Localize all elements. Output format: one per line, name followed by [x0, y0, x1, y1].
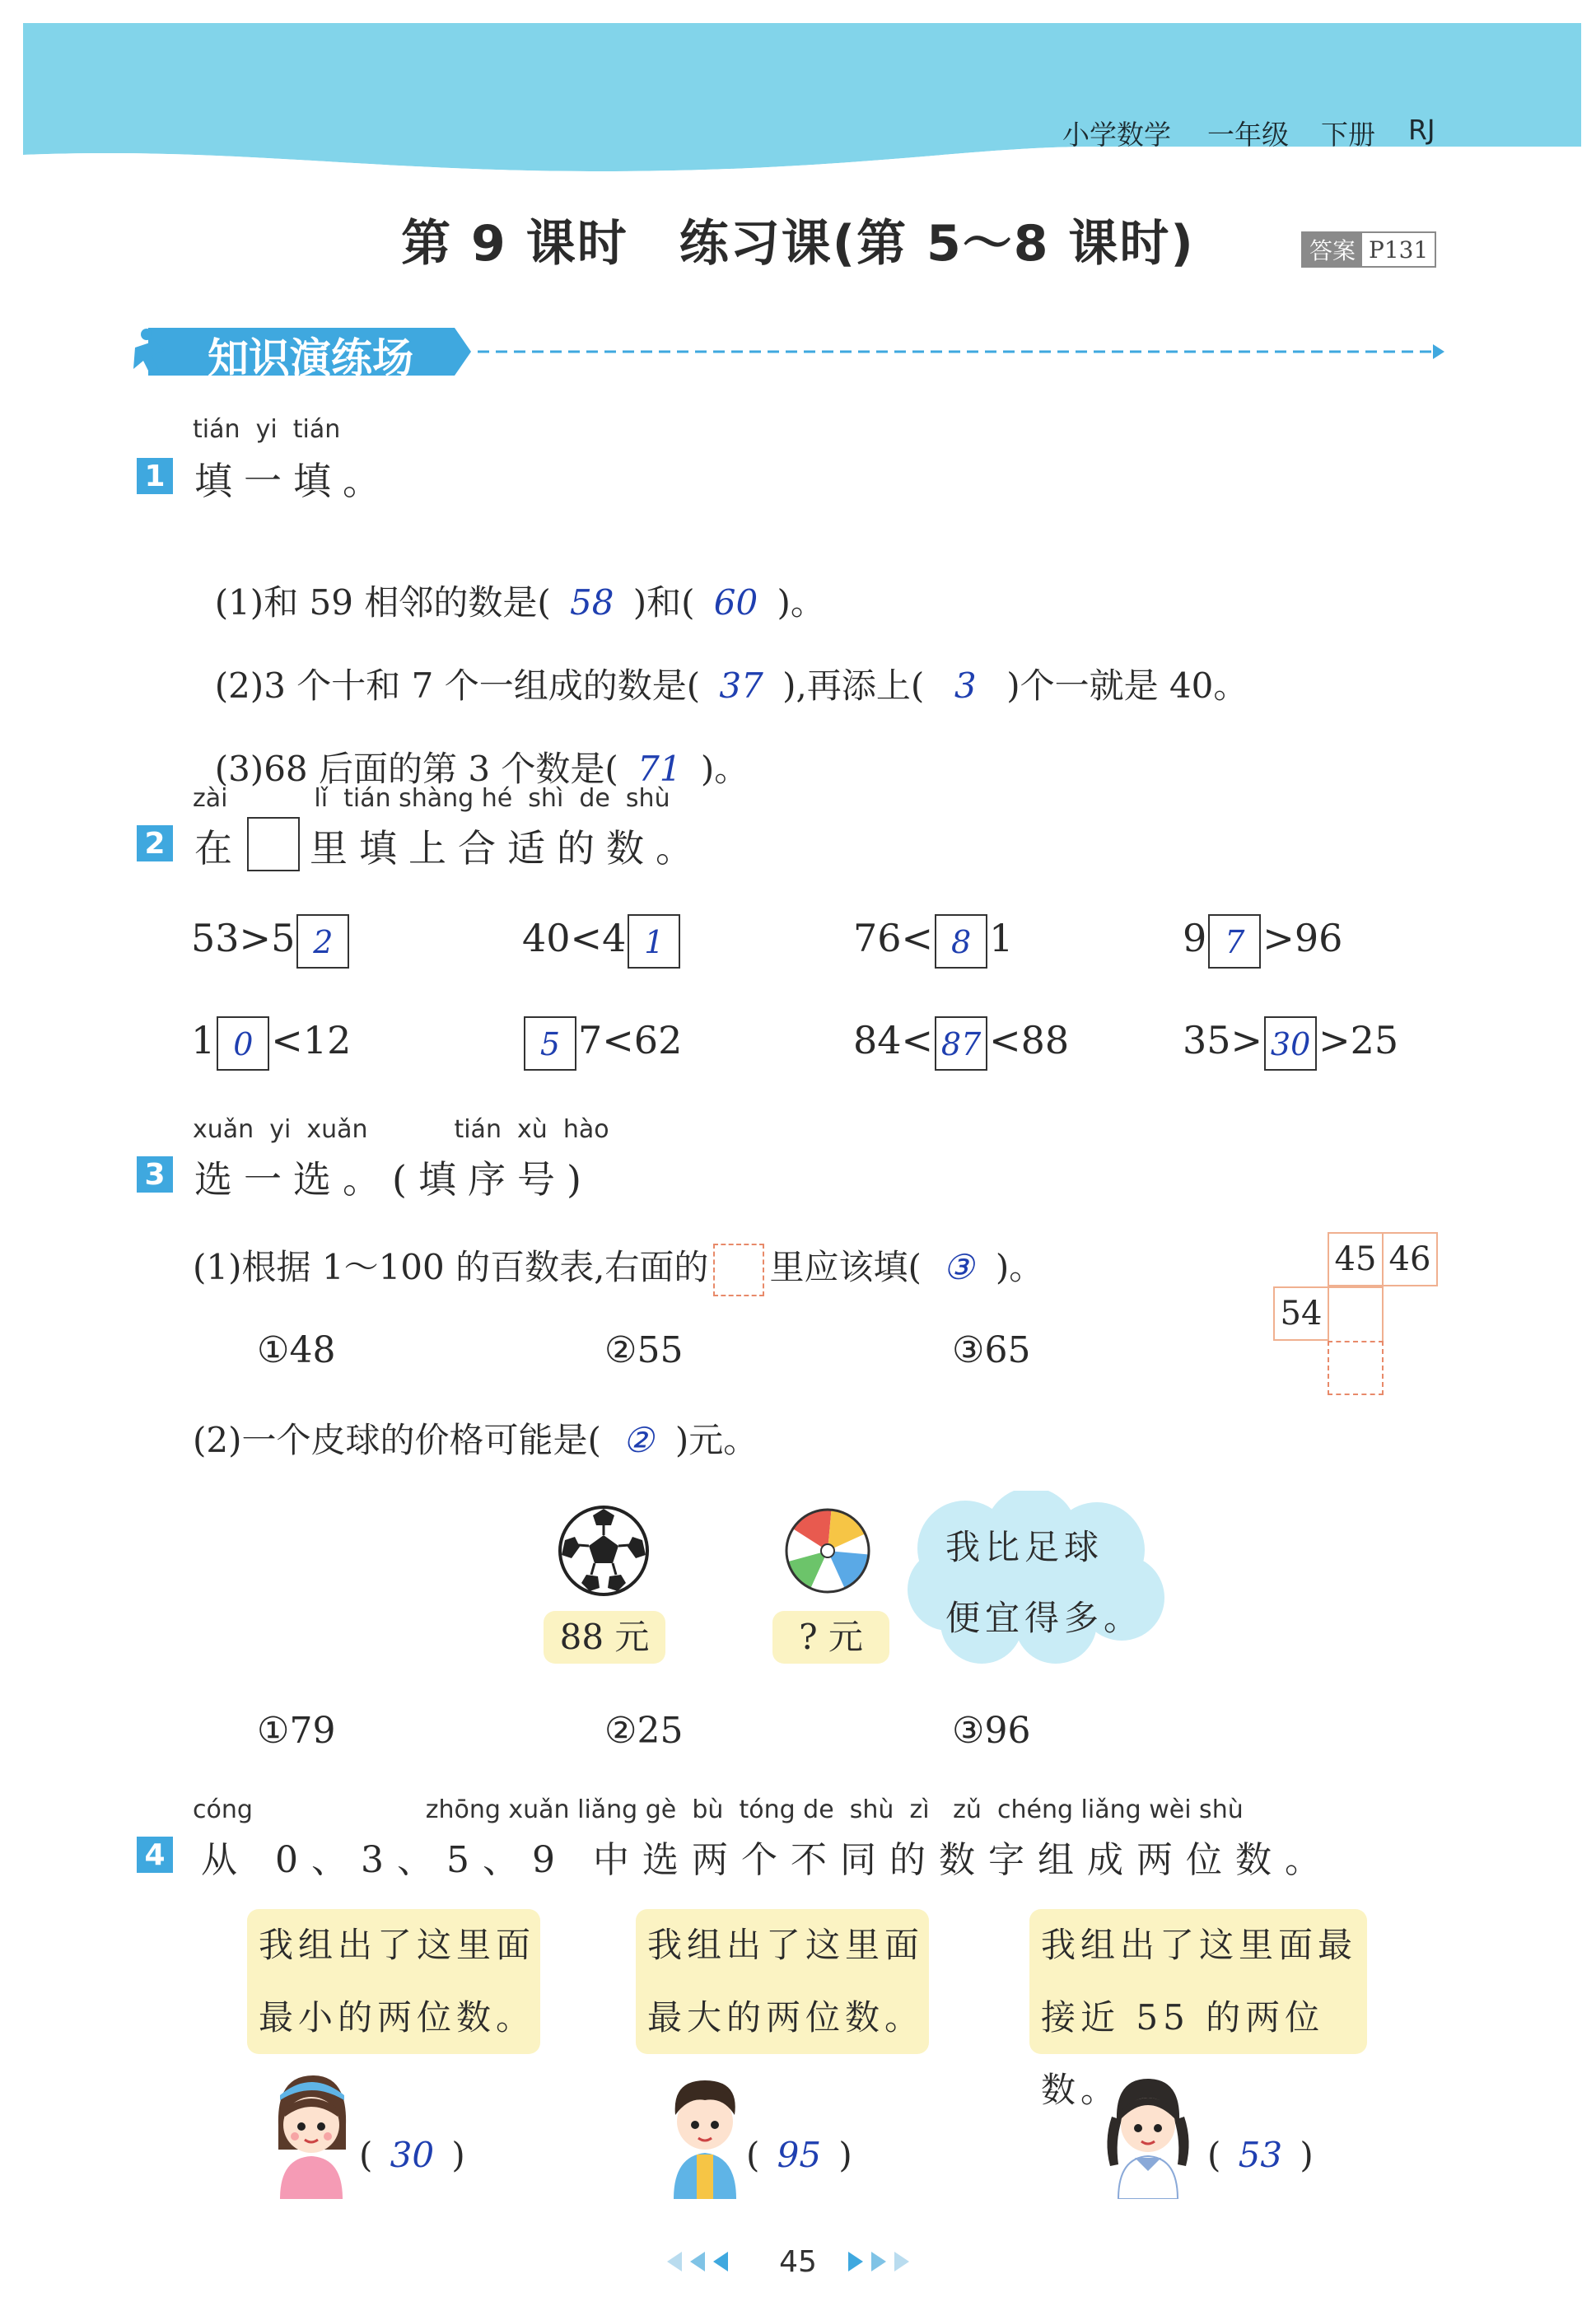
- q3-p2-answer: ②: [623, 1420, 654, 1460]
- page-number: 45: [779, 2245, 817, 2279]
- q2-r2-c4-left: 35>: [1183, 1018, 1263, 1062]
- q3-p1-prefix: (1)根据 1～100 的百数表,右面的: [193, 1247, 709, 1287]
- q1-item-1: [193, 535, 825, 625]
- q1-item-1-mid: )和(: [632, 582, 695, 623]
- q4-number: 4: [137, 1837, 173, 1873]
- q3-p1-option-2[interactable]: ②55: [604, 1329, 684, 1371]
- q2-r2-c1-box[interactable]: 0: [217, 1016, 269, 1071]
- q1-item-2-suffix: )个一就是 40。: [1006, 665, 1248, 706]
- q3-p1-answer: ③: [943, 1247, 974, 1287]
- q2-r2-c4-right: >25: [1318, 1018, 1399, 1062]
- q2-r1-c4-left: 9: [1183, 916, 1207, 960]
- q1-item-3: [193, 702, 749, 791]
- q2-r1-c4: [1183, 914, 1342, 969]
- q2-r1-c4-right: >96: [1262, 916, 1343, 960]
- q3-stem: 选一选。(填序号): [194, 1157, 593, 1202]
- cloud-line-1: 我比足球: [945, 1527, 1104, 1567]
- kid-3-speech: [1029, 1909, 1367, 2110]
- q3-p2-option-3[interactable]: ③96: [952, 1710, 1031, 1752]
- kid-3-line-1: 我组出了这里面最: [1041, 1925, 1358, 1965]
- q1-item-1-prefix: (1)和 59 相邻的数是(: [214, 582, 551, 623]
- q2-r2-c2: [522, 1016, 682, 1071]
- q3-p1-dashed-box: [713, 1244, 764, 1296]
- q3-p2-suffix: )元。: [674, 1420, 758, 1460]
- q2-r1-c2: [522, 914, 682, 969]
- q2-r1-c4-box[interactable]: 7: [1208, 914, 1261, 969]
- q3-table-top: [1328, 1232, 1438, 1286]
- kid-3-line-2: 接近 55 的两位数。: [1041, 1997, 1325, 2110]
- q1-item-1-answer-1: 58: [570, 582, 614, 623]
- kid-2-line-1: 我组出了这里面: [647, 1925, 925, 1965]
- q2-r1-c2-left: 40<4: [522, 916, 627, 960]
- q2-r2-c3: [853, 1016, 1069, 1071]
- q3-table-cell-45: 45: [1329, 1234, 1384, 1285]
- kid-1-line-2: 最小的两位数。: [259, 1997, 536, 2038]
- q2-r2-c1-left: 1: [191, 1018, 216, 1062]
- kid-2-speech: [636, 1909, 929, 2054]
- q2-r1-c1: [191, 914, 351, 969]
- q2-number: 2: [137, 825, 173, 861]
- ball-price: ? 元: [772, 1611, 889, 1664]
- q3-table-dashed-cell: [1328, 1341, 1384, 1395]
- section-label: 知识演练场: [208, 334, 413, 382]
- q2-r1-c1-box[interactable]: 2: [296, 914, 349, 969]
- q2-r1-c1-left: 53>5: [191, 916, 296, 960]
- kid-2-answer-line: ( 95 ): [746, 2135, 852, 2175]
- kid-2-answer: 95: [777, 2135, 822, 2175]
- header-band: [23, 23, 1581, 176]
- q3-p1-suffix2: )。: [995, 1247, 1044, 1287]
- cloud-line-2: 便宜得多。: [945, 1598, 1144, 1638]
- q3-table-cell-54: 54: [1273, 1286, 1329, 1341]
- q1-item-2-answer-1: 37: [719, 665, 763, 706]
- q1-item-2: [193, 619, 1248, 708]
- kid-1-answer-line: ( 30 ): [359, 2135, 465, 2175]
- girl-braids-avatar-icon: [1097, 2067, 1199, 2199]
- q4-pinyin: cóng zhōng xuǎn liǎng gè bù tóng de shù zì zǔ chéng liǎng wèi shù: [193, 1795, 1244, 1824]
- answer-label: 答案: [1303, 233, 1362, 266]
- q3-table-cell-46: 46: [1388, 1240, 1431, 1278]
- kid-1-line-1: 我组出了这里面: [259, 1925, 536, 1965]
- q3-p2-option-2[interactable]: ②25: [604, 1710, 684, 1752]
- q3-p1-option-1[interactable]: ①48: [257, 1329, 336, 1371]
- kid-3-answer: 53: [1238, 2135, 1283, 2175]
- q2-r2-c4: [1183, 1016, 1398, 1071]
- kid-1-answer: 30: [390, 2135, 435, 2175]
- q1-item-2-mid: ),再添上(: [782, 665, 925, 706]
- q2-r2-c3-right: <88: [989, 1018, 1070, 1062]
- kid-1-speech: [247, 1909, 540, 2054]
- kid-3-answer-line: ( 53 ): [1207, 2135, 1314, 2175]
- girl-avatar-icon: [262, 2067, 361, 2199]
- q3-p1-option-3[interactable]: ③65: [952, 1329, 1031, 1371]
- q2-stem-a: 在: [194, 826, 244, 871]
- q2-r2-c3-box[interactable]: 87: [935, 1016, 987, 1071]
- q2-r2-c2-right: 7<62: [578, 1018, 683, 1062]
- boy-avatar-icon: [656, 2067, 754, 2199]
- page-title: 第 9 课时 练习课(第 5～8 课时): [401, 215, 1195, 273]
- q1-pinyin: tián yi tián: [193, 415, 341, 444]
- soccer-ball-icon: [557, 1504, 651, 1598]
- q3-p2-prefix: (2)一个皮球的价格可能是(: [193, 1420, 601, 1460]
- header-subject: 小学数学: [1062, 119, 1171, 151]
- q2-r2-c3-left: 84<: [853, 1018, 934, 1062]
- q3-p2-option-1[interactable]: ①79: [257, 1710, 336, 1752]
- q2-r2-c1-right: <12: [271, 1018, 352, 1062]
- kid-2-line-2: 最大的两位数。: [647, 1997, 925, 2038]
- q2-r2-c1: [191, 1016, 351, 1071]
- q1-item-3-prefix: (3)68 后面的第 3 个数是(: [214, 749, 618, 789]
- q2-r1-c3-box[interactable]: 8: [935, 914, 987, 969]
- q2-r1-c3-right: 1: [989, 916, 1014, 960]
- q1-item-2-answer-2: 3: [954, 665, 977, 706]
- q3-number: 3: [137, 1156, 173, 1193]
- header-grade: 一年级: [1207, 119, 1289, 151]
- q2-stem-b: 里填上合适的数。: [310, 826, 705, 871]
- q2-r2-c2-box[interactable]: 5: [524, 1016, 576, 1071]
- q4-stem: 从 0、3、5、9 中选两个不同的数字组成两位数。: [201, 1839, 1334, 1881]
- q1-number: 1: [137, 458, 173, 494]
- q3-table-empty: [1328, 1286, 1384, 1341]
- q2-stem-box: [247, 817, 300, 871]
- answer-reference: [1301, 231, 1436, 268]
- q2-pinyin: zài lǐ tián shàng hé shì de shù: [193, 784, 670, 813]
- q3-p2-line: [193, 1413, 758, 1463]
- q3-pinyin: xuǎn yi xuǎn tián xù hào: [193, 1115, 609, 1144]
- q1-item-1-suffix: )。: [777, 582, 825, 623]
- q3-p1-suffix1: 里应该填(: [769, 1247, 922, 1287]
- q1-item-3-suffix: )。: [700, 749, 749, 789]
- soccer-price: 88 元: [544, 1611, 665, 1664]
- header-volume: 下册: [1321, 119, 1375, 151]
- answer-page: P131: [1369, 236, 1429, 264]
- next-arrows-icon: [842, 2247, 917, 2276]
- q3-p1-line: [193, 1240, 1043, 1296]
- q1-item-2-prefix: (2)3 个十和 7 个一组成的数是(: [214, 665, 701, 706]
- q2-r1-c3-left: 76<: [853, 916, 934, 960]
- header-edition: RJ: [1408, 114, 1435, 146]
- q2-r1-c3: [853, 914, 1013, 969]
- q1-item-1-answer-2: 60: [713, 582, 758, 623]
- q2-r2-c4-box[interactable]: 30: [1264, 1016, 1317, 1071]
- beach-ball-icon: [782, 1506, 873, 1596]
- q1-stem: 填一填。: [194, 459, 392, 503]
- q1-item-3-answer: 71: [637, 749, 682, 789]
- q2-r1-c2-box[interactable]: 1: [628, 914, 680, 969]
